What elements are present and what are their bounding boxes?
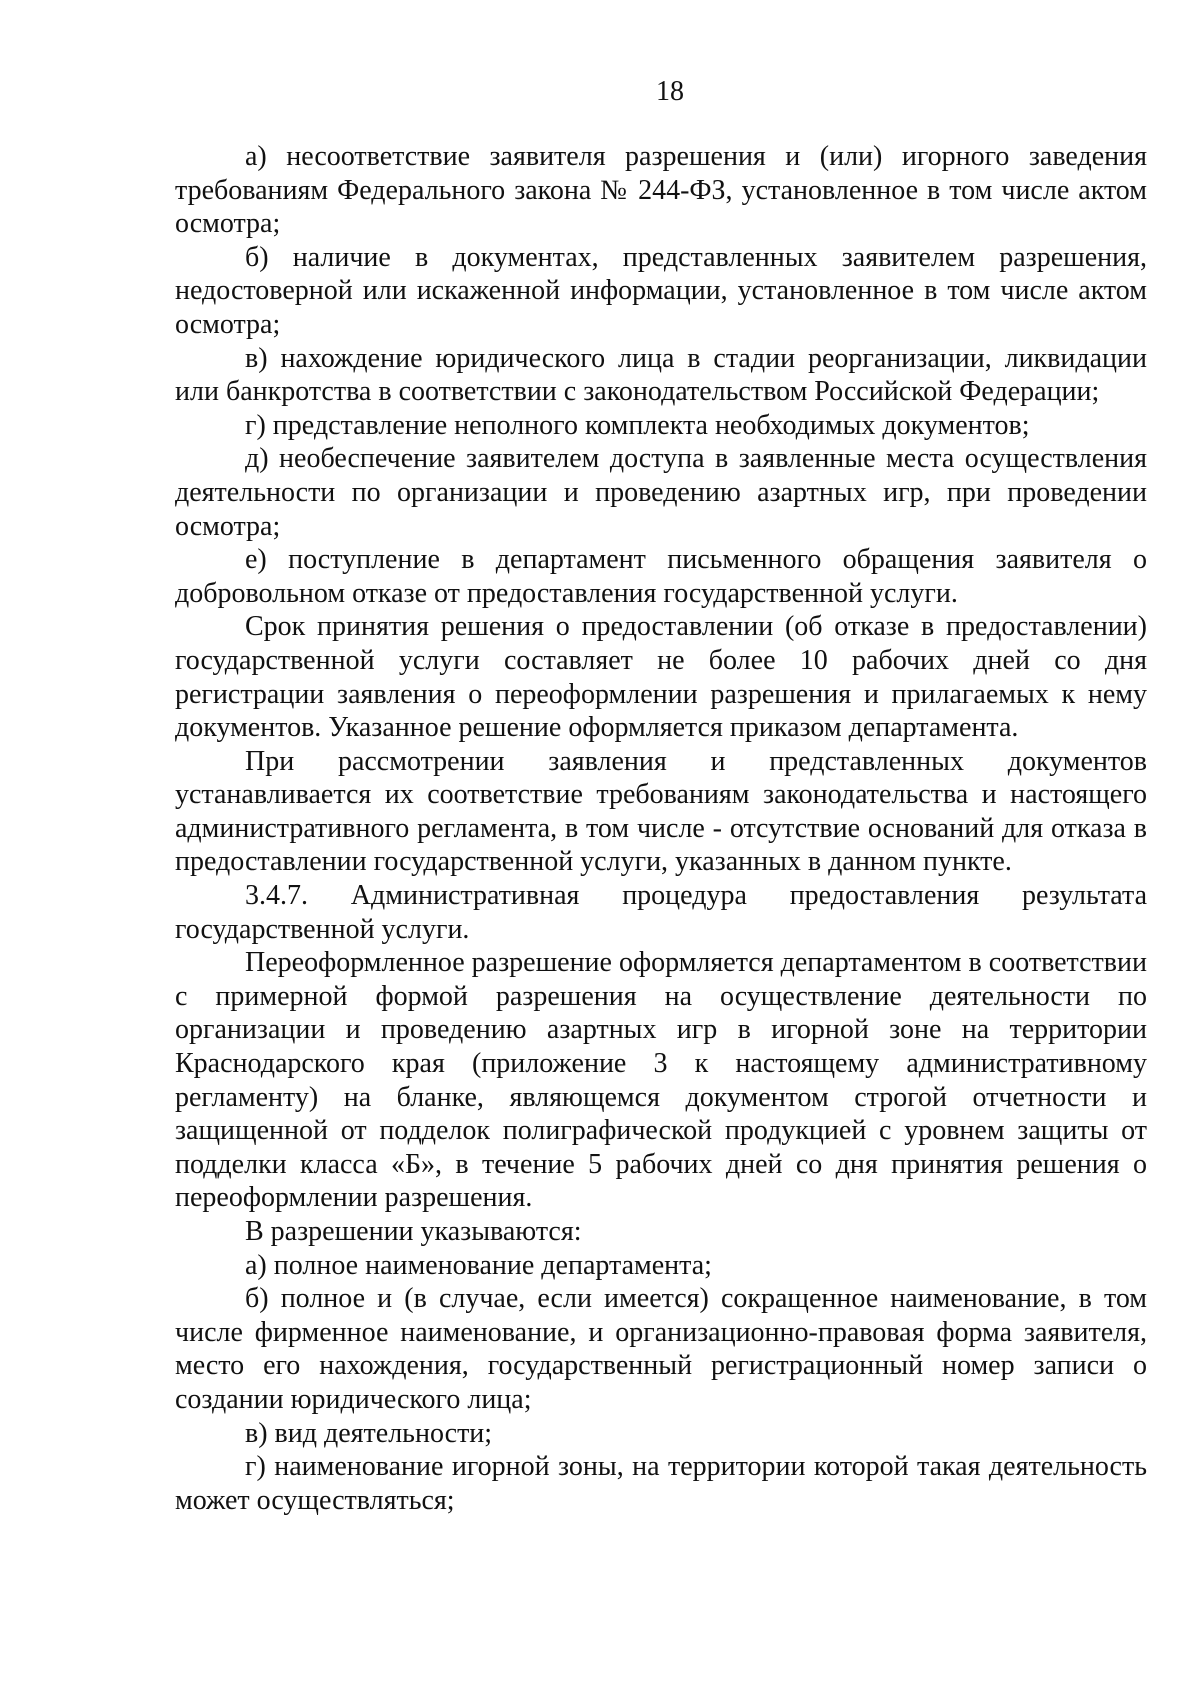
document-body	[175, 140, 1147, 1517]
paragraph-review: При рассмотрении заявления и представленных документов устанавливается их соответствие требованиям законодательства и настоящего административного регламента, в том числе - отсутствие оснований для отказа в предоставлении государственной услуги, указанных в данном пункте.	[175, 745, 1147, 878]
paragraph-section-heading: 3.4.7. Административная процедура предоставления результата государственной услуги.	[175, 880, 1147, 945]
paragraph-condition-d: д) необеспечение заявителем доступа в заявленные места осуществления деятельности по организации и проведению азартных игр, при проведении осмотра;	[175, 443, 1147, 542]
paragraph-reissued-permit: Переоформленное разрешение оформляется департаментом в соответствии с примерной формой разрешения на осуществление деятельности по организации и проведению азартных игр в игорной зоне на территории Краснодарского края (приложение 3 к настоящему административному регламенту) на бланке, являющемся документом строгой отчетности и защищенной от подделок полиграфической продукцией с уровнем защиты от подделки класса «Б», в течение 5 рабочих дней со дня принятия решения о переоформлении разрешения.	[175, 947, 1147, 1214]
page-number: 18	[656, 76, 684, 107]
paragraph-permit-contents-intro: В разрешении указываются:	[245, 1216, 582, 1247]
paragraph-item-g: г) наименование игорной зоны, на территории которой такая деятельность может осуществляться;	[175, 1451, 1147, 1516]
paragraph-item-v: в) вид деятельности;	[245, 1417, 493, 1449]
paragraph-item-a: а) полное наименование департамента;	[245, 1249, 712, 1281]
paragraph-condition-b: б) наличие в документах, представленных заявителем разрешения, недостоверной или искаженной информации, установленное в том числе актом осмотра;	[175, 241, 1147, 340]
paragraph-condition-v: в) нахождение юридического лица в стадии реорганизации, ликвидации или банкротства в соответствии с законодательством Российской Федерации;	[175, 342, 1147, 408]
paragraph-condition-a: а) несоответствие заявителя разрешения и (или) игорного заведения требованиям Федерального закона № 244-ФЗ, установленное в том числе актом осмотра;	[175, 141, 1147, 240]
paragraph-item-b: б) полное и (в случае, если имеется) сокращенное наименование, в том числе фирменное наименование, и организационно-правовая форма заявителя, место его нахождения, государственный регистрационный номер записи о создании юридического лица;	[175, 1283, 1147, 1415]
paragraph-decision-term: Срок принятия решения о предоставлении (об отказе в предоставлении) государственной услуги составляет не более 10 рабочих дней со дня регистрации заявления о переоформлении разрешения и прилагаемых к нему документов. Указанное решение оформляется приказом департамента.	[175, 611, 1147, 744]
paragraph-condition-g: г) представление неполного комплекта необходимых документов;	[245, 409, 1030, 441]
paragraph-condition-e: е) поступление в департамент письменного обращения заявителя о добровольном отказе от предоставления государственной услуги.	[175, 544, 1147, 609]
